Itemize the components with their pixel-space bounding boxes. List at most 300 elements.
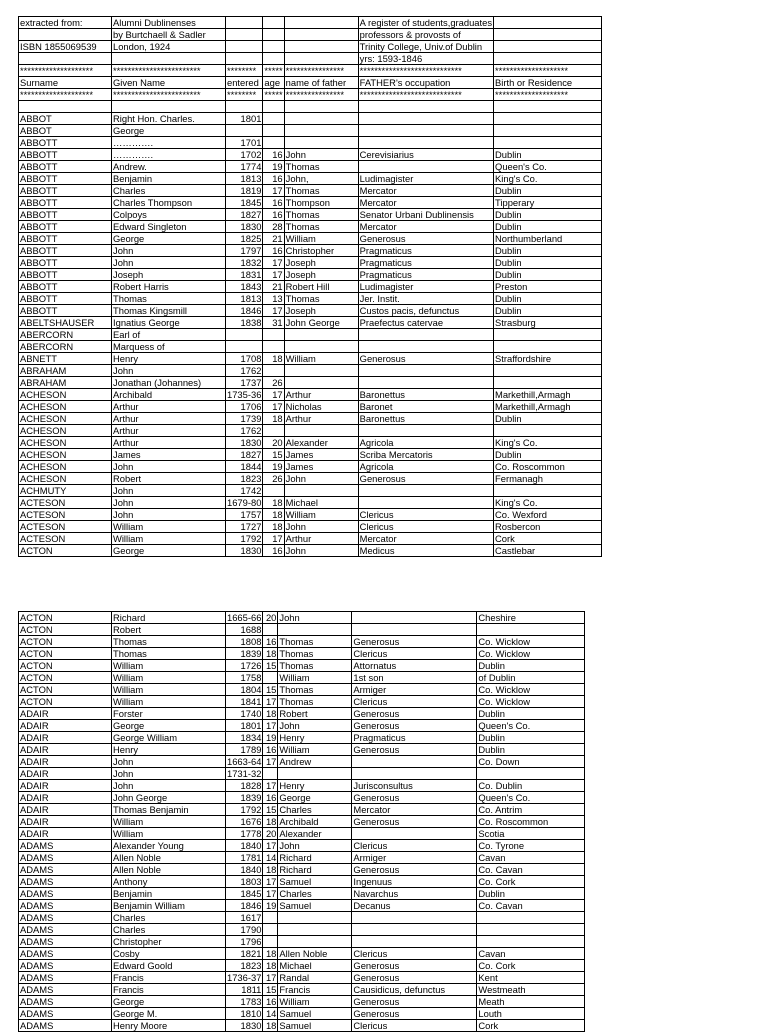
cell-surname: ADAIR (19, 720, 112, 732)
table-row (19, 900, 585, 912)
cell-birth-residence: Dublin (477, 732, 585, 744)
cell-surname: ACHESON (19, 461, 112, 473)
cell-given-name: Benjamin William (112, 900, 226, 912)
cell-father-name: Joseph (284, 269, 358, 281)
cell-father-name: Arthur (284, 389, 358, 401)
cell-given-name: William (112, 521, 226, 533)
cell-father-occupation: professors & provosts of (358, 29, 493, 41)
cell-given-name: London, 1924 (112, 41, 226, 53)
cell-given-name: by Burtchaell & Sadler (112, 29, 226, 41)
cell-age: 15 (263, 804, 278, 816)
table-row (19, 924, 585, 936)
cell-entered: 1727 (226, 521, 263, 533)
cell-father-occupation: Clericus (358, 509, 493, 521)
cell-father-name: John (278, 612, 352, 624)
cell-father-occupation (358, 377, 493, 389)
cell-entered (226, 17, 263, 29)
table-row (19, 948, 585, 960)
table-row (19, 828, 585, 840)
cell-father-occupation (352, 936, 477, 948)
cell-given-name (112, 53, 226, 65)
cell-surname: ACHESON (19, 389, 112, 401)
cell-father-name: Christopher (284, 245, 358, 257)
table-row (19, 876, 585, 888)
cell-birth-residence: Louth (477, 1008, 585, 1020)
cell-given-name: John (112, 509, 226, 521)
cell-surname: ADAMS (19, 960, 112, 972)
cell-father-name: Richard (278, 864, 352, 876)
cell-entered: 1762 (226, 425, 263, 437)
cell-surname: ADAIR (19, 780, 112, 792)
cell-entered: 1742 (226, 485, 263, 497)
cell-father-occupation: Medicus (358, 545, 493, 557)
cell-surname: ADAIR (19, 756, 112, 768)
cell-age: 18 (263, 521, 284, 533)
cell-father-occupation: Decanus (352, 900, 477, 912)
table-row (19, 1008, 585, 1020)
cell-father-occupation (358, 485, 493, 497)
cell-given-name: Marquess of (112, 341, 226, 353)
cell-father-name: Thomas (284, 209, 358, 221)
cell-entered: 1739 (226, 413, 263, 425)
cell-given-name: John (112, 257, 226, 269)
cell-birth-residence: Queen's Co. (477, 792, 585, 804)
cell-age: 15 (263, 449, 284, 461)
cell-birth-residence: ******************** (494, 89, 602, 101)
cell-entered: 1665-66 (227, 612, 262, 623)
cell-entered: 1846 (226, 305, 263, 317)
cell-given-name: Forster (112, 708, 226, 720)
cell-birth-residence: Dublin (494, 305, 602, 317)
cell-birth-residence: Dublin (477, 660, 585, 672)
cell-birth-residence (494, 41, 602, 53)
cell-birth-residence: Markethill,Armagh (494, 389, 602, 401)
cell-father-occupation: FATHER's occupation (358, 77, 493, 89)
cell-birth-residence: Queen's Co. (494, 161, 602, 173)
cell-surname: ABBOTT (19, 161, 112, 173)
cell-father-name (284, 41, 358, 53)
cell-entered: 1813 (226, 173, 263, 185)
cell-age: 18 (263, 708, 278, 720)
cell-father-occupation: Custos pacis, defunctus (358, 305, 493, 317)
cell-surname: ADAIR (19, 792, 112, 804)
cell-surname: ABBOT (19, 113, 112, 125)
table-row (19, 912, 585, 924)
cell-birth-residence: Birth or Residence (494, 77, 602, 89)
cell-surname: ADAMS (19, 996, 112, 1008)
cell-birth-residence: King's Co. (494, 173, 602, 185)
cell-birth-residence: Co. Cork (477, 960, 585, 972)
cell-age: 17 (263, 185, 284, 197)
cell-age: 18 (263, 648, 278, 660)
cell-father-occupation (352, 924, 477, 936)
cell-surname: ADAMS (19, 1008, 112, 1020)
cell-given-name: Charles (112, 912, 226, 924)
cell-surname: ADAIR (19, 732, 112, 744)
cell-given-name: Francis (112, 972, 226, 984)
cell-entered: 1831 (226, 269, 263, 281)
cell-entered: 1803 (226, 876, 263, 888)
cell-surname: ABBOTT (19, 173, 112, 185)
cell-father-name: William (284, 353, 358, 365)
cell-given-name: Joseph (112, 269, 226, 281)
cell-father-occupation: **************************** (358, 89, 493, 101)
cell-birth-residence: Tipperary (494, 197, 602, 209)
cell-entered: 1783 (226, 996, 263, 1008)
cell-father-name: William (284, 509, 358, 521)
cell-age: 17 (263, 257, 284, 269)
table-row (19, 137, 602, 149)
cell-father-occupation: Navarchus (352, 888, 477, 900)
cell-entered: entered (226, 77, 263, 89)
cell-father-name: Arthur (284, 533, 358, 545)
cell-birth-residence: Dublin (494, 185, 602, 197)
cell-entered: 1778 (226, 828, 263, 840)
cell-birth-residence (477, 768, 585, 780)
cell-father-occupation: Clericus (352, 948, 477, 960)
cell-entered: 1839 (226, 648, 263, 660)
cell-given-name: William (112, 660, 226, 672)
cell-given-name: Thomas Kingsmill (112, 305, 226, 317)
cell-surname: ACHESON (19, 473, 112, 485)
cell-father-occupation: Agricola (358, 437, 493, 449)
cell-age: 13 (263, 293, 284, 305)
cell-surname: ACTESON (19, 497, 112, 509)
cell-surname: ******************** (19, 65, 112, 77)
cell-surname: ACTON (19, 612, 112, 624)
cell-surname: ADAMS (19, 864, 112, 876)
cell-given-name (112, 101, 226, 113)
cell-entered: 1813 (226, 293, 263, 305)
cell-surname: ABRAHAM (19, 377, 112, 389)
cell-father-name: John (284, 473, 358, 485)
cell-entered (226, 53, 263, 65)
cell-entered: 1840 (226, 864, 263, 876)
table-row (19, 161, 602, 173)
cell-entered: 1825 (226, 233, 263, 245)
table-row (19, 401, 602, 413)
cell-age: 20 (263, 828, 278, 840)
cell-father-occupation (352, 612, 477, 624)
cell-entered: 1792 (226, 804, 263, 816)
cell-father-occupation: Jer. Instit. (358, 293, 493, 305)
cell-entered: 1790 (226, 924, 263, 936)
cell-father-name: Thompson (284, 197, 358, 209)
cell-surname: ABBOTT (19, 305, 112, 317)
cell-entered (226, 329, 263, 341)
cell-age (263, 17, 284, 29)
cell-given-name: Arthur (112, 425, 226, 437)
table-row (19, 960, 585, 972)
cell-birth-residence (494, 425, 602, 437)
cell-birth-residence: Rosbercon (494, 521, 602, 533)
cell-age: ***** (264, 65, 283, 76)
cell-father-occupation: Baronet (358, 401, 493, 413)
cell-given-name: George M. (112, 1008, 226, 1020)
table-row (19, 221, 602, 233)
cell-surname: ADAIR (19, 744, 112, 756)
cell-birth-residence (494, 29, 602, 41)
cell-father-name: John George (284, 317, 358, 329)
table-row (19, 708, 585, 720)
cell-birth-residence: Co. Roscommon (477, 816, 585, 828)
table-row (19, 473, 602, 485)
cell-surname: ACTESON (19, 521, 112, 533)
cell-entered: 1828 (226, 780, 263, 792)
table-row (19, 389, 602, 401)
cell-given-name: ************************ (112, 65, 226, 77)
table-row (19, 696, 585, 708)
cell-birth-residence: Co. Wexford (494, 509, 602, 521)
cell-father-occupation (358, 137, 493, 149)
cell-father-occupation (358, 113, 493, 125)
table-row (19, 269, 602, 281)
cell-age: 17 (263, 876, 278, 888)
cell-birth-residence: Northumberland (494, 233, 602, 245)
cell-birth-residence (477, 912, 585, 924)
cell-given-name: Allen Noble (112, 864, 226, 876)
cell-entered (226, 341, 263, 353)
cell-age: 17 (263, 888, 278, 900)
cell-birth-residence: Dublin (494, 245, 602, 257)
cell-father-occupation: Mercator (358, 533, 493, 545)
cell-age: 17 (263, 780, 278, 792)
cell-birth-residence: Dublin (494, 257, 602, 269)
cell-birth-residence (477, 924, 585, 936)
cell-given-name: Henry (112, 744, 226, 756)
cell-father-name: **************** (284, 65, 358, 77)
cell-given-name: Henry Moore (112, 1020, 226, 1032)
cell-father-name: Samuel (278, 1008, 352, 1020)
cell-father-occupation: Clericus (352, 648, 477, 660)
cell-given-name: Charles (112, 185, 226, 197)
cell-surname: ABBOTT (19, 293, 112, 305)
cell-entered: 1774 (226, 161, 263, 173)
table-row (19, 17, 602, 29)
cell-birth-residence: Co. Dublin (477, 780, 585, 792)
cell-surname: ADAMS (19, 948, 112, 960)
cell-age (263, 672, 278, 684)
cell-given-name: Charles Thompson (112, 197, 226, 209)
cell-father-occupation: Generosus (352, 960, 477, 972)
cell-surname: ADAMS (19, 924, 112, 936)
cell-surname: ADAMS (19, 936, 112, 948)
table-row (19, 864, 585, 876)
cell-entered: 1823 (226, 473, 263, 485)
cell-age (263, 125, 284, 137)
cell-father-occupation: Mercator (352, 804, 477, 816)
table-row (19, 497, 602, 509)
cell-father-name (284, 329, 358, 341)
cell-father-name: John (284, 521, 358, 533)
cell-father-occupation: Mercator (358, 185, 493, 197)
cell-surname: ABBOTT (19, 185, 112, 197)
cell-age (263, 768, 278, 780)
cell-surname: ADAMS (19, 876, 112, 888)
cell-birth-residence: Cork (494, 533, 602, 545)
cell-surname: ADAMS (19, 840, 112, 852)
cell-entered: 1735-36 (227, 389, 262, 400)
cell-birth-residence (494, 365, 602, 377)
table-row (19, 113, 602, 125)
cell-father-occupation: Generosus (352, 972, 477, 984)
cell-father-occupation: Pragmaticus (352, 732, 477, 744)
cell-entered: 1804 (226, 684, 263, 696)
cell-father-name (284, 137, 358, 149)
cell-father-occupation: Causidicus, defunctus (352, 984, 477, 996)
cell-age: 16 (263, 209, 284, 221)
cell-given-name: Benjamin (112, 173, 226, 185)
table-row (19, 173, 602, 185)
cell-given-name: Robert Harris (112, 281, 226, 293)
cell-birth-residence: of Dublin (477, 672, 585, 684)
cell-father-name: Thomas (278, 696, 352, 708)
cell-entered: 1663-64 (227, 756, 262, 767)
cell-age: 20 (263, 612, 278, 624)
cell-entered: 1844 (226, 461, 263, 473)
cell-surname: ACTON (19, 696, 112, 708)
cell-age: 17 (263, 533, 284, 545)
cell-given-name: Earl of (112, 329, 226, 341)
cell-given-name: George (112, 720, 226, 732)
cell-surname: ABBOTT (19, 221, 112, 233)
cell-birth-residence: Dublin (494, 209, 602, 221)
cell-father-occupation (352, 912, 477, 924)
cell-age (263, 624, 278, 636)
cell-given-name: Colpoys (112, 209, 226, 221)
register-sheet-2-body (19, 612, 585, 1032)
table-row (19, 353, 602, 365)
cell-birth-residence: Dublin (477, 888, 585, 900)
cell-father-name (278, 924, 352, 936)
table-row (19, 77, 602, 89)
cell-father-name: William (278, 744, 352, 756)
table-row (19, 936, 585, 948)
cell-entered: ******** (226, 89, 263, 101)
table-row (19, 684, 585, 696)
cell-entered (226, 29, 263, 41)
table-row (19, 449, 602, 461)
cell-given-name: Christopher (112, 936, 226, 948)
cell-given-name: William (112, 684, 226, 696)
cell-age (263, 29, 284, 41)
cell-father-occupation: Scriba Mercatoris (358, 449, 493, 461)
cell-father-occupation: Generosus (352, 816, 477, 828)
cell-father-name: Thomas (284, 161, 358, 173)
table-row (19, 732, 585, 744)
cell-entered: 1845 (226, 197, 263, 209)
cell-age (263, 329, 284, 341)
cell-father-occupation: Jurisconsultus (352, 780, 477, 792)
cell-age: 14 (263, 1008, 278, 1020)
cell-father-name: Archibald (278, 816, 352, 828)
cell-father-name: John (284, 545, 358, 557)
cell-given-name: George (112, 125, 226, 137)
cell-entered: 1841 (226, 696, 263, 708)
cell-entered: 1821 (226, 948, 263, 960)
cell-father-name (284, 485, 358, 497)
table-row (19, 984, 585, 996)
cell-father-occupation: Generosus (352, 996, 477, 1008)
cell-entered: 1781 (226, 852, 263, 864)
cell-entered: 1676 (226, 816, 263, 828)
cell-father-name: William (278, 672, 352, 684)
cell-father-name: William (284, 233, 358, 245)
cell-entered: 1827 (226, 209, 263, 221)
cell-given-name: …………. (112, 149, 226, 161)
cell-surname: ABBOT (19, 125, 112, 137)
table-row (19, 377, 602, 389)
table-row (19, 209, 602, 221)
cell-entered: 1740 (226, 708, 263, 720)
cell-father-occupation: Generosus (352, 636, 477, 648)
cell-father-name: George (278, 792, 352, 804)
cell-given-name: John (112, 485, 226, 497)
table-row (19, 636, 585, 648)
cell-age: 16 (263, 996, 278, 1008)
cell-birth-residence: Castlebar (494, 545, 602, 557)
cell-given-name: John (112, 780, 226, 792)
cell-birth-residence (494, 113, 602, 125)
cell-father-occupation: Generosus (358, 473, 493, 485)
cell-father-name: James (284, 449, 358, 461)
table-row (19, 672, 585, 684)
cell-surname: ABBOTT (19, 137, 112, 149)
cell-surname: ABBOTT (19, 245, 112, 257)
cell-given-name: William (112, 672, 226, 684)
cell-age: 16 (263, 245, 284, 257)
cell-age: 17 (263, 720, 278, 732)
cell-birth-residence: Straffordshire (494, 353, 602, 365)
cell-father-name (284, 101, 358, 113)
cell-entered: 1737 (226, 377, 263, 389)
cell-given-name: Alexander Young (112, 840, 226, 852)
register-sheet-2 (18, 611, 585, 1032)
cell-age (263, 113, 284, 125)
cell-father-name: Henry (278, 780, 352, 792)
cell-birth-residence: Dublin (494, 221, 602, 233)
cell-entered: 1830 (226, 545, 263, 557)
cell-given-name: George (112, 996, 226, 1008)
cell-surname: ADAMS (19, 972, 112, 984)
table-row (19, 149, 602, 161)
cell-entered: 1679-80 (227, 497, 262, 508)
cell-surname: ADAIR (19, 828, 112, 840)
cell-surname: ABBOTT (19, 269, 112, 281)
table-row (19, 888, 585, 900)
cell-father-occupation (358, 365, 493, 377)
cell-father-name: Arthur (284, 413, 358, 425)
cell-age: 18 (263, 1020, 278, 1032)
cell-father-name: **************** (284, 89, 358, 101)
table-row (19, 65, 602, 77)
cell-surname: ADAMS (19, 1020, 112, 1032)
table-row (19, 768, 585, 780)
cell-surname: ADAMS (19, 900, 112, 912)
cell-age: ***** (264, 89, 283, 100)
cell-father-name: James (284, 461, 358, 473)
cell-father-occupation: Pragmaticus (358, 245, 493, 257)
cell-birth-residence: ******************** (494, 65, 602, 77)
cell-surname: ADAMS (19, 984, 112, 996)
cell-given-name: John (112, 756, 226, 768)
cell-father-name (284, 29, 358, 41)
cell-given-name: Arthur (112, 437, 226, 449)
cell-father-name: Charles (278, 804, 352, 816)
cell-entered: 1789 (226, 744, 263, 756)
table-row (19, 1020, 585, 1032)
table-row (19, 461, 602, 473)
